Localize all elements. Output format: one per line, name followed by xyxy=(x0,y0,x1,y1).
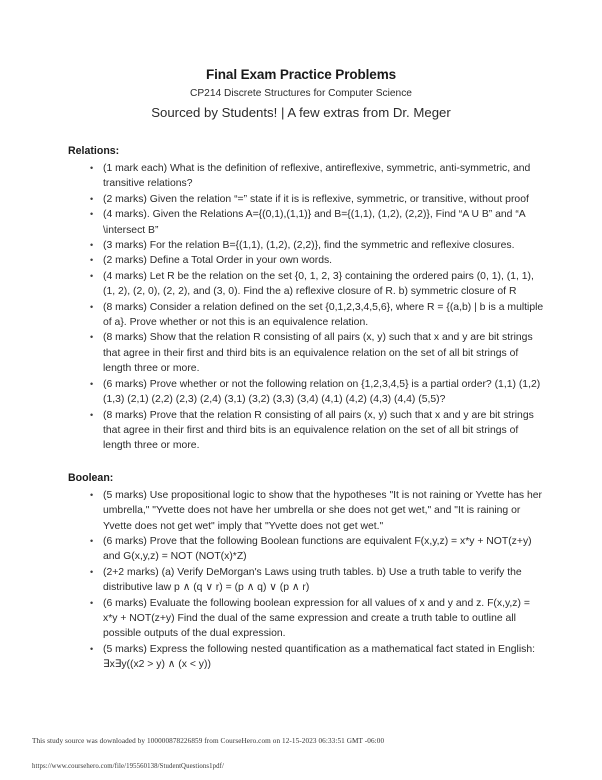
list-item xyxy=(68,377,544,408)
sourced-line: Sourced by Students! | A few extras from Dr. Meger xyxy=(151,105,451,120)
question-text: (4 marks). Given the Relations A={(0,1),(1,1)} and B={(1,1), (1,2), (2,2)}, Find “A U B” and “A \intersect B” xyxy=(103,209,526,236)
course-subtitle: CP214 Discrete Structures for Computer Science xyxy=(190,88,412,99)
bullet-icon: • xyxy=(90,255,94,266)
list-item xyxy=(68,207,544,238)
question-text: (3 marks) For the relation B={(1,1), (1,2), (2,2)}, find the symmetric and reflexive closures. xyxy=(103,240,515,252)
bullet-icon: • xyxy=(90,240,94,251)
question-text: (5 marks) Express the following nested quantification as a mathematical fact stated in English: ∃x∃y((x2 > y) ∧ (x < y)) xyxy=(103,643,536,671)
question-text: (8 marks) Consider a relation defined on the set {0,1,2,3,4,5,6}, where R = {(a,b) | b is a multiple of a}. Prove whether or not this is an equivalence relation. xyxy=(103,301,544,329)
question-text: (6 marks) Prove whether or not the following relation on {1,2,3,4,5} is a partial order? (1,1) (1,2) (1,3) (2,1) (2,2) (2,3) (2,4) (3,1) (3,2) (3,3) (3,4) (4,1) (4,2) (4,3) (4,4) (5,5)? xyxy=(103,378,541,406)
section-heading-relations: Relations: xyxy=(68,145,120,157)
list-item xyxy=(68,269,544,300)
bullet-icon: • xyxy=(90,332,94,343)
bullet-icon: • xyxy=(90,643,94,654)
bullet-icon: • xyxy=(90,409,94,420)
document-body xyxy=(0,144,602,673)
page-footer xyxy=(0,736,602,770)
question-text: (1 mark each) What is the definition of reflexive, antireflexive, symmetric, anti-symmetric, and transitive relations? xyxy=(103,163,531,190)
list-item xyxy=(68,408,544,454)
list-item xyxy=(68,238,544,253)
bullet-icon: • xyxy=(90,270,94,281)
question-text: (5 marks) Use propositional logic to show that the hypotheses "It is not raining or Yvette has her umbrella," "Yvette does not have her umbrella or she does not get wet," and "It is raining or Yvette does not get wet" imply that "Yvette does not get wet." xyxy=(103,489,542,532)
question-text: (6 marks) Prove that the following Boolean functions are equivalent F(x,y,z) = x*y + NOT(z+y) and G(x,y,z) = NOT (NOT(x)*Z) xyxy=(103,535,532,563)
list-item xyxy=(68,330,544,376)
list-item xyxy=(68,642,544,673)
question-text: (4 marks) Let R be the relation on the set {0, 1, 2, 3} containing the ordered pairs (0, 1), (1, 1), (1, 2), (2, 0), (2, 2), and (3, 0). Find the a) reflexive closure of R. b) symmetric closure of R xyxy=(103,270,534,298)
title-block xyxy=(0,0,602,122)
section-relations xyxy=(68,144,544,454)
list-item xyxy=(68,488,544,534)
relations-question-list xyxy=(68,161,544,454)
source-url[interactable]: https://www.coursehero.com/file/195560138/StudentQuestions1pdf/ xyxy=(32,763,224,770)
page-title: Final Exam Practice Problems xyxy=(205,67,397,82)
bullet-icon: • xyxy=(90,378,94,389)
bullet-icon: • xyxy=(90,566,94,577)
list-item xyxy=(68,565,544,596)
bullet-icon: • xyxy=(90,597,94,608)
list-item xyxy=(68,596,544,642)
section-heading-boolean: Boolean: xyxy=(68,471,114,484)
list-item xyxy=(68,161,544,192)
question-text: (2 marks) Define a Total Order in your own words. xyxy=(103,255,333,267)
bullet-icon: • xyxy=(90,489,94,500)
question-text: (8 marks) Show that the relation R consisting of all pairs (x, y) such that x and y are bit strings that agree in their first and third bits is an equivalence relation on the set of all bit strings of length three or more. xyxy=(103,332,533,375)
question-text: (8 marks) Prove that the relation R consisting of all pairs (x, y) such that x and y are bit strings that agree in their first and third bits is an equivalence relation on the set of all bit strings of length three or more. xyxy=(103,409,534,452)
bullet-icon: • xyxy=(90,535,94,546)
boolean-question-list xyxy=(68,488,544,673)
bullet-icon: • xyxy=(90,163,94,173)
list-item xyxy=(68,192,544,207)
question-text: (2+2 marks) (a) Verify DeMorgan's Laws using truth tables. b) Use a truth table to verify the distributive law p ∧ (q ∨ r) = (p ∧ q) ∨ (p ∧ r) xyxy=(103,566,522,594)
bullet-icon: • xyxy=(90,301,94,312)
question-text: (6 marks) Evaluate the following boolean expression for all values of x and y and z. F(x,y,z) = x*y + NOT(z+y) Find the dual of the same expression and create a truth table to outline all possible outputs of the dual expression. xyxy=(103,597,530,640)
section-boolean xyxy=(68,471,544,673)
bullet-icon: • xyxy=(90,193,94,204)
bullet-icon: • xyxy=(90,209,94,220)
list-item xyxy=(68,534,544,565)
download-notice: This study source was downloaded by 100000878226859 from CourseHero.com on 12-15-2023 06:33:51 GMT -06:00 xyxy=(32,737,385,745)
question-text: (2 marks) Given the relation “=” state if it is is reflexive, symmetric, or transitive, without proof xyxy=(103,193,529,205)
list-item xyxy=(68,253,544,268)
list-item xyxy=(68,300,544,331)
